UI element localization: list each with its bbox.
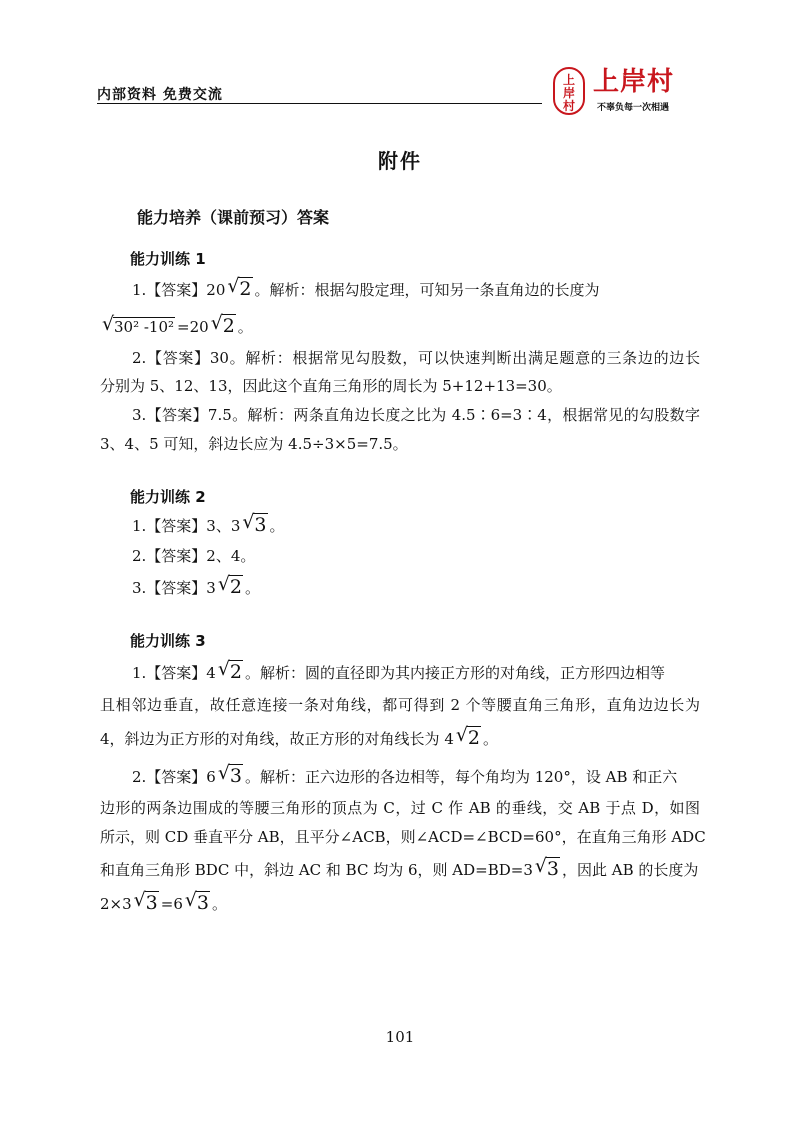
page-number: 101: [385, 1028, 415, 1046]
t3-q2-line4: [100, 855, 700, 881]
radicand: 3: [254, 514, 267, 536]
t3-q1-line1: [100, 658, 700, 684]
t3-q2-line5: [100, 889, 700, 915]
sqrt: √ 2: [217, 658, 242, 683]
radicand: 3: [229, 765, 242, 787]
radicand: 2: [229, 576, 242, 598]
radicand: 2: [222, 315, 235, 337]
t3-q1-end: 。: [482, 730, 498, 748]
radicand: 2: [239, 278, 252, 300]
radicand: 2: [467, 727, 480, 749]
t3-q2-line2: 边形的两条边围成的等腰三角形的顶点为 C，过 C 作 AB 的垂线，交 AB 于点 D，如图: [100, 799, 700, 817]
radicand: 3: [145, 892, 158, 914]
brand-name: 上岸村: [593, 67, 675, 97]
t1-q2-line2: 分别为 5、12、13，因此这个直角三角形的周长为 5+12+13=30。: [100, 377, 562, 395]
page-title: 附件: [378, 149, 422, 173]
t1-q2-line1: 2.【答案】30。解析：根据常见勾股数，可以快速判断出满足题意的三条边的边长: [132, 349, 700, 367]
t3-q2-calc: 2×3: [100, 895, 132, 913]
sqrt: √ 3: [133, 889, 158, 914]
t3-q1-conclusion: 4，斜边为正方形的对角线，故正方形的对角线长为 4: [100, 730, 454, 748]
t3-q2-equals: =6: [160, 895, 183, 913]
t2-q2: 2.【答案】2、4。: [132, 547, 256, 565]
t3-q1-explain: 。解析：圆的直径即为其内接正方形的对角线，正方形四边相等: [244, 664, 665, 682]
section-title: 能力培养（课前预习）答案: [137, 208, 330, 227]
radicand: 3: [196, 892, 209, 914]
t2-q3: [100, 573, 700, 599]
t2-q3-answer: 3.【答案】3: [132, 579, 216, 597]
training-2-heading: 能力训练 2: [130, 488, 206, 506]
sqrt: √ 3: [534, 855, 559, 880]
sqrt: √ 2: [227, 275, 252, 300]
sqrt: √ 2: [210, 312, 235, 337]
t3-q1-line2: 且相邻边垂直，故任意连接一条对角线，都可得到 2 个等腰直角三角形，直角边边长为: [100, 696, 700, 714]
t1-q1-end: 。: [237, 318, 253, 336]
t3-q2-line3: 所示，则 CD 垂直平分 AB，且平分∠ACB，则∠ACD=∠BCD=60°，在直角三角形 ADC: [100, 828, 706, 846]
training-3-heading: 能力训练 3: [130, 632, 206, 650]
t3-q2-line1: [100, 762, 700, 788]
t1-q1-line1: [100, 275, 700, 301]
sqrt: √ 3: [184, 889, 209, 914]
radicand: 2: [229, 661, 242, 683]
t3-q2-text2: ，因此 AB 的长度为: [562, 861, 699, 879]
radicand: 30² -10²: [114, 318, 175, 336]
sqrt: √ 3: [242, 511, 267, 536]
t1-q1-answer: 1.【答案】20: [132, 281, 226, 299]
t3-q2-end: 。: [211, 895, 227, 913]
header-rule: [97, 103, 542, 104]
t1-q1-result: =20: [177, 318, 209, 336]
t1-q3-line1: 3.【答案】7.5。解析：两条直角边长度之比为 4.5∶6=3∶4，根据常见的勾股数字: [132, 406, 700, 424]
t2-q3-end: 。: [244, 579, 260, 597]
training-1-heading: 能力训练 1: [130, 250, 206, 268]
sqrt: √ 30² -10²: [102, 313, 175, 336]
t1-q1-explain: 。解析：根据勾股定理，可知另一条直角边的长度为: [254, 281, 600, 299]
brand-logo: [553, 67, 703, 119]
t3-q1-answer: 1.【答案】4: [132, 664, 216, 682]
seal-char-1: 上: [562, 73, 575, 87]
header-text: 内部资料 免费交流: [97, 87, 223, 103]
sqrt: √ 3: [217, 762, 242, 787]
t3-q1-line3: [100, 724, 700, 750]
t2-q1-answer: 1.【答案】3、3: [132, 517, 241, 535]
t2-q1: [100, 511, 700, 537]
t3-q2-answer: 2.【答案】6: [132, 768, 216, 786]
seal-char-2: 岸: [562, 86, 575, 100]
t3-q2-text: 和直角三角形 BDC 中，斜边 AC 和 BC 均为 6，则 AD=BD=3: [100, 861, 533, 879]
sqrt: √ 2: [455, 724, 480, 749]
t1-q3-line2: 3、4、5 可知，斜边长应为 4.5÷3×5=7.5。: [100, 435, 408, 453]
t2-q1-end: 。: [269, 517, 285, 535]
radicand: 3: [546, 858, 559, 880]
sqrt: √ 2: [217, 573, 242, 598]
seal-char-3: 村: [562, 99, 575, 113]
t1-q1-line2: [100, 312, 700, 338]
seal-stamp: [553, 67, 585, 115]
t3-q2-explain: 。解析：正六边形的各边相等，每个角均为 120°，设 AB 和正六: [244, 768, 678, 786]
brand-slogan: 不辜负每一次相遇: [597, 103, 670, 113]
